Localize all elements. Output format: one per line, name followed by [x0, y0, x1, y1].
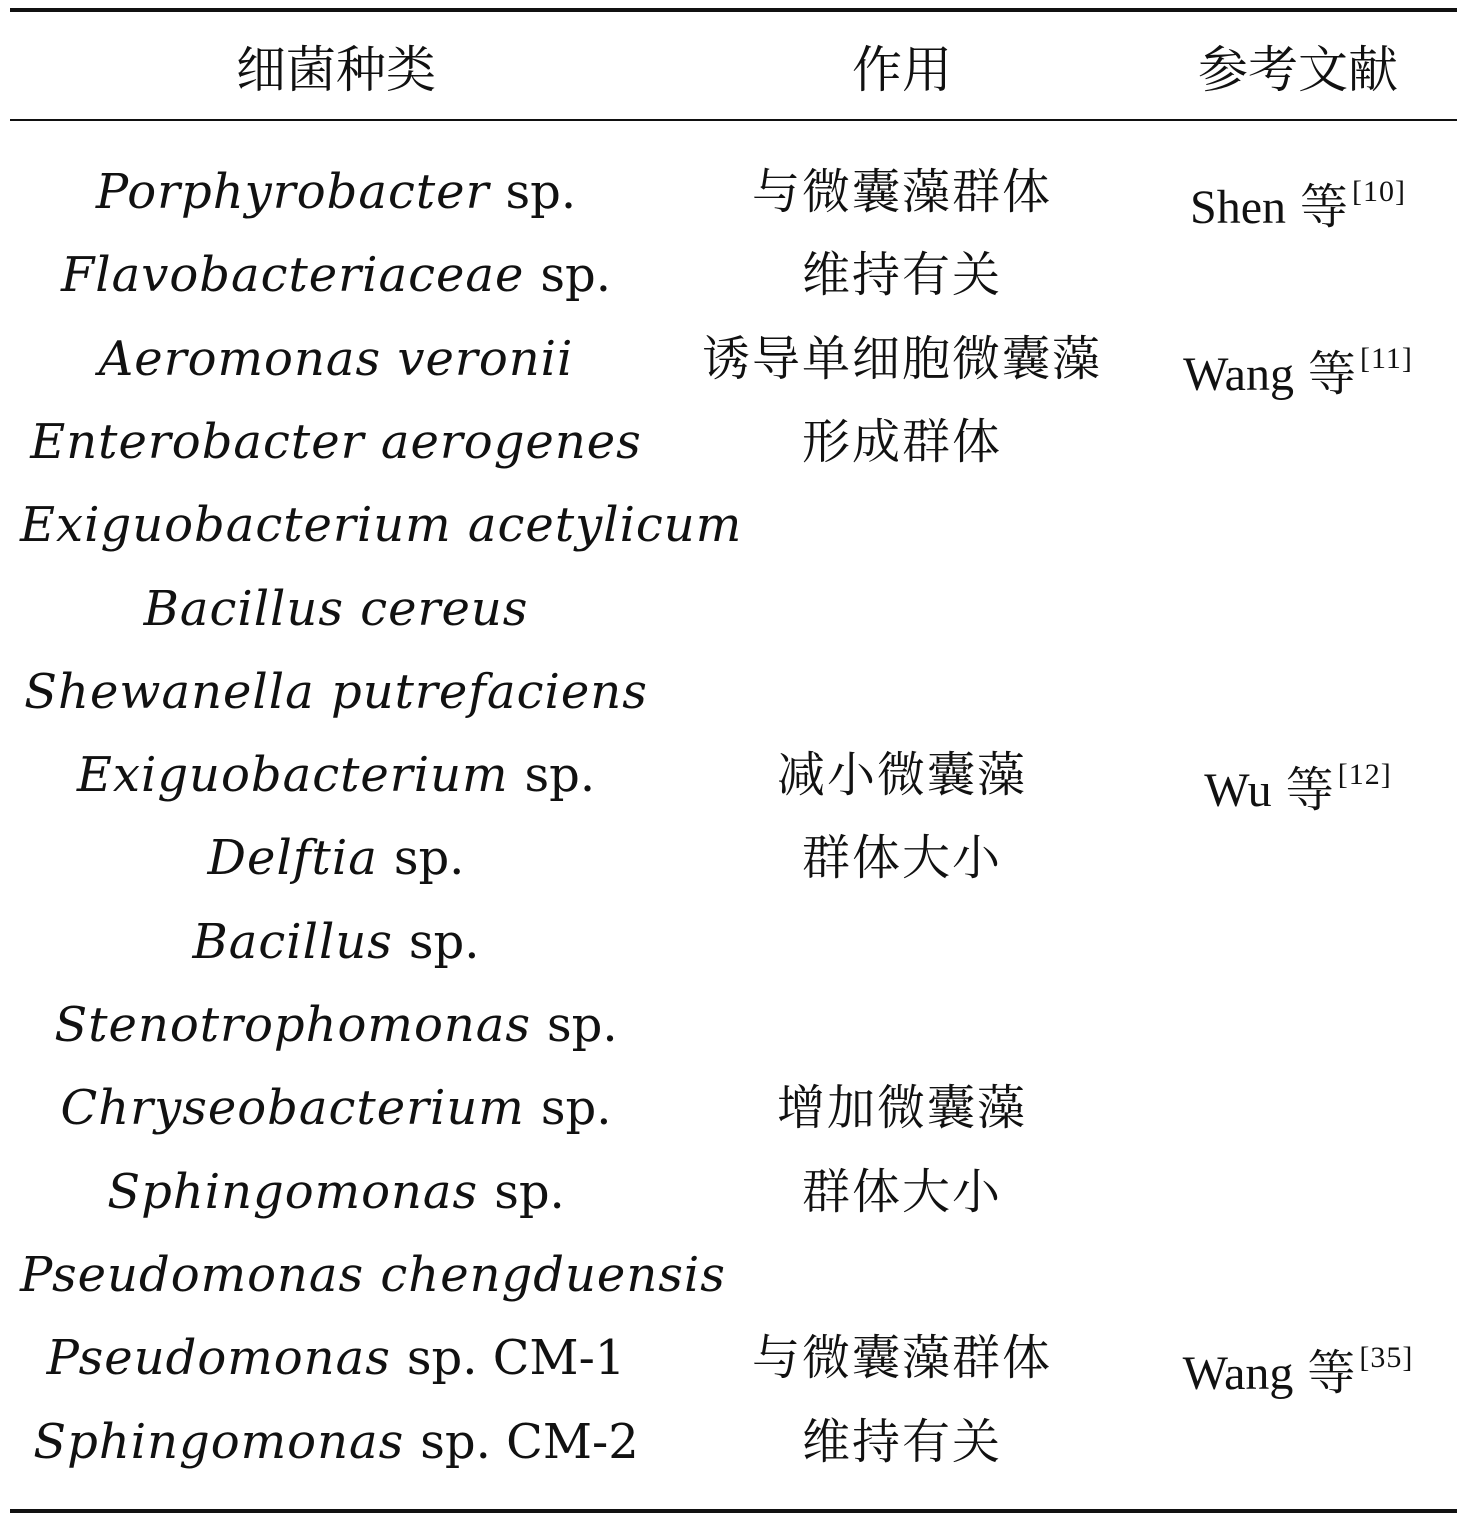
reference-cell: [1140, 324, 1456, 402]
species-name: Flavobacteriaceae: [60, 247, 525, 303]
species-suffix: sp. CM-2: [420, 1414, 639, 1470]
species-suffix: sp.: [547, 997, 618, 1053]
species-name: Exiguobacterium acetylicum: [20, 497, 743, 553]
role-cell: 减小微囊藻: [776, 747, 1027, 803]
role-cell: 群体大小: [801, 830, 1002, 886]
species-name: Bacillus: [192, 914, 393, 970]
species-name: Stenotrophomonas: [54, 997, 531, 1053]
reference-cell: [1140, 1323, 1456, 1401]
species-name: Exiguobacterium: [76, 747, 509, 803]
reference-citation: [10]: [1352, 175, 1406, 208]
species-cell: [20, 1073, 652, 1143]
role-cell: 增加微囊藻: [776, 1080, 1027, 1136]
reference-author: Wang: [1182, 1347, 1294, 1400]
species-name: Bacillus cereus: [143, 581, 529, 637]
species-cell: [20, 740, 652, 810]
header-role: 作用: [852, 41, 952, 99]
species-cell: [20, 574, 652, 644]
reference-et-al: 等: [1285, 762, 1334, 818]
reference-citation: [12]: [1337, 758, 1392, 791]
reference-et-al: 等: [1307, 346, 1356, 402]
species-cell: [20, 990, 652, 1060]
role-cell: 形成群体: [801, 414, 1002, 470]
species-suffix: sp.: [540, 1080, 612, 1136]
reference-cell: [1140, 740, 1456, 818]
species-name: Sphingomonas: [33, 1414, 405, 1470]
species-suffix: sp.: [540, 247, 612, 303]
reference-citation: [11]: [1359, 342, 1413, 375]
reference-author: Wang: [1183, 348, 1294, 401]
table-top-rule: [10, 8, 1457, 12]
species-cell: [20, 324, 652, 394]
species-suffix: sp.: [505, 164, 577, 220]
species-cell: [20, 1407, 652, 1477]
species-cell: [20, 907, 652, 977]
table-header-rule: [10, 119, 1457, 121]
reference-author: Shen: [1190, 181, 1286, 234]
species-name: Shewanella putrefaciens: [24, 664, 648, 720]
role-cell: 与微囊藻群体: [751, 1330, 1052, 1386]
species-suffix: sp.: [494, 1164, 565, 1220]
table-bottom-rule: [10, 1509, 1457, 1513]
role-cell: 群体大小: [801, 1164, 1002, 1220]
species-name: Chryseobacterium: [60, 1080, 525, 1136]
species-suffix: sp.: [393, 830, 465, 886]
species-cell: [20, 240, 652, 310]
reference-cell: [1140, 157, 1456, 235]
role-cell: 与微囊藻群体: [751, 164, 1052, 220]
species-cell: [20, 157, 652, 227]
species-suffix: sp.: [408, 914, 480, 970]
reference-et-al: 等: [1300, 179, 1349, 235]
species-cell: [20, 1240, 726, 1310]
species-name: Aeromonas veronii: [98, 331, 574, 387]
header-species: 细菌种类: [236, 41, 436, 99]
role-cell: 维持有关: [801, 1414, 1002, 1470]
species-name: Sphingomonas: [107, 1164, 479, 1220]
role-cell: 维持有关: [801, 247, 1002, 303]
species-cell: [20, 1157, 652, 1227]
species-suffix: sp.: [524, 747, 596, 803]
species-suffix: sp. CM-1: [406, 1330, 626, 1386]
reference-author: Wu: [1204, 764, 1272, 817]
species-name: Enterobacter aerogenes: [30, 414, 642, 470]
role-cell: 诱导单细胞微囊藻: [701, 331, 1102, 387]
species-cell: [20, 407, 652, 477]
header-reference: 参考文献: [1198, 41, 1398, 99]
reference-et-al: 等: [1307, 1345, 1356, 1401]
species-name: Porphyrobacter: [95, 164, 490, 220]
species-name: Pseudomonas chengduensis: [20, 1247, 726, 1303]
species-cell: [20, 1323, 652, 1393]
species-cell: [20, 657, 652, 727]
species-cell: [20, 823, 652, 893]
species-name: Delftia: [207, 830, 378, 886]
species-name: Pseudomonas: [46, 1330, 391, 1386]
reference-citation: [35]: [1359, 1341, 1414, 1374]
species-cell: [20, 490, 743, 560]
